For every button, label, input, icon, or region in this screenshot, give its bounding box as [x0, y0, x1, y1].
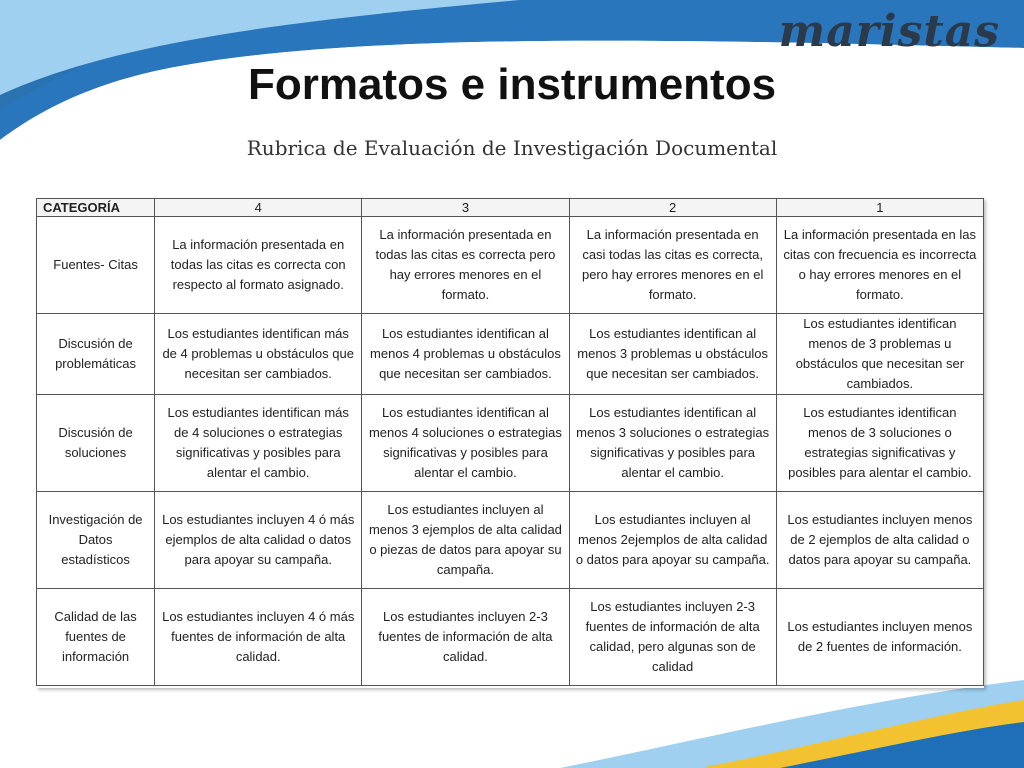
row-category: Discusión de soluciones: [37, 395, 155, 492]
table-cell: Los estudiantes identifican menos de 3 problemas u obstáculos que necesitan ser cambiados.: [776, 314, 983, 395]
table-cell: Los estudiantes identifican al menos 3 problemas u obstáculos que necesitan ser cambiados.: [569, 314, 776, 395]
rubric-table-container: [36, 198, 984, 688]
rubric-title: Rubrica de Evaluación de Investigación Documental: [246, 136, 778, 160]
table-cell: Los estudiantes incluyen al menos 2ejemplos de alta calidad o datos para apoyar su campaña.: [569, 492, 776, 589]
row-category: Fuentes- Citas: [37, 217, 155, 314]
table-cell: Los estudiantes incluyen menos de 2 fuentes de información.: [776, 589, 983, 686]
table-row: [37, 589, 984, 686]
table-cell: Los estudiantes incluyen 4 ó más ejemplos de alta calidad o datos para apoyar su campaña.: [155, 492, 362, 589]
table-cell: Los estudiantes identifican al menos 4 problemas u obstáculos que necesitan ser cambiados.: [362, 314, 569, 395]
table-cell: Los estudiantes incluyen menos de 2 ejemplos de alta calidad o datos para apoyar su campaña.: [776, 492, 983, 589]
table-header-row: [37, 199, 984, 217]
row-category: Investigación de Datos estadísticos: [37, 492, 155, 589]
table-cell: Los estudiantes incluyen al menos 3 ejemplos de alta calidad o piezas de datos para apoyar su campaña.: [362, 492, 569, 589]
table-cell: Los estudiantes identifican al menos 4 soluciones o estrategias significativas y posibles para alentar el cambio.: [362, 395, 569, 492]
table-cell: Los estudiantes identifican más de 4 problemas u obstáculos que necesitan ser cambiados.: [155, 314, 362, 395]
header-score-3: 3: [362, 199, 569, 217]
header-score-4: 4: [155, 199, 362, 217]
header-categoria: CATEGORÍA: [37, 199, 155, 217]
table-cell: Los estudiantes incluyen 4 ó más fuentes de información de alta calidad.: [155, 589, 362, 686]
table-cell: La información presentada en todas las citas es correcta con respecto al formato asignado.: [155, 217, 362, 314]
table-cell: La información presentada en todas las citas es correcta pero hay errores menores en el formato.: [362, 217, 569, 314]
table-row: [37, 395, 984, 492]
table-cell: Los estudiantes incluyen 2-3 fuentes de información de alta calidad.: [362, 589, 569, 686]
table-cell: La información presentada en las citas con frecuencia es incorrecta o hay errores menores en el formato.: [776, 217, 983, 314]
rubric-table: [36, 198, 984, 686]
row-category: Discusión de problemáticas: [37, 314, 155, 395]
table-cell: Los estudiantes incluyen 2-3 fuentes de información de alta calidad, pero algunas son de calidad: [569, 589, 776, 686]
table-row: [37, 492, 984, 589]
table-cell: Los estudiantes identifican menos de 3 soluciones o estrategias significativas y posibles para alentar el cambio.: [776, 395, 983, 492]
header-score-1: 1: [776, 199, 983, 217]
header-score-2: 2: [569, 199, 776, 217]
page-title: Formatos e instrumentos: [247, 60, 777, 109]
table-cell: Los estudiantes identifican al menos 3 soluciones o estrategias significativas y posibles para alentar el cambio.: [569, 395, 776, 492]
table-row: [37, 217, 984, 314]
table-cell: La información presentada en casi todas las citas es correcta, pero hay errores menores en el formato.: [569, 217, 776, 314]
row-category: Calidad de las fuentes de información: [37, 589, 155, 686]
table-row: [37, 314, 984, 395]
table-cell: Los estudiantes identifican más de 4 soluciones o estrategias significativas y posibles para alentar el cambio.: [155, 395, 362, 492]
maristas-logo: maristas: [778, 6, 1000, 57]
